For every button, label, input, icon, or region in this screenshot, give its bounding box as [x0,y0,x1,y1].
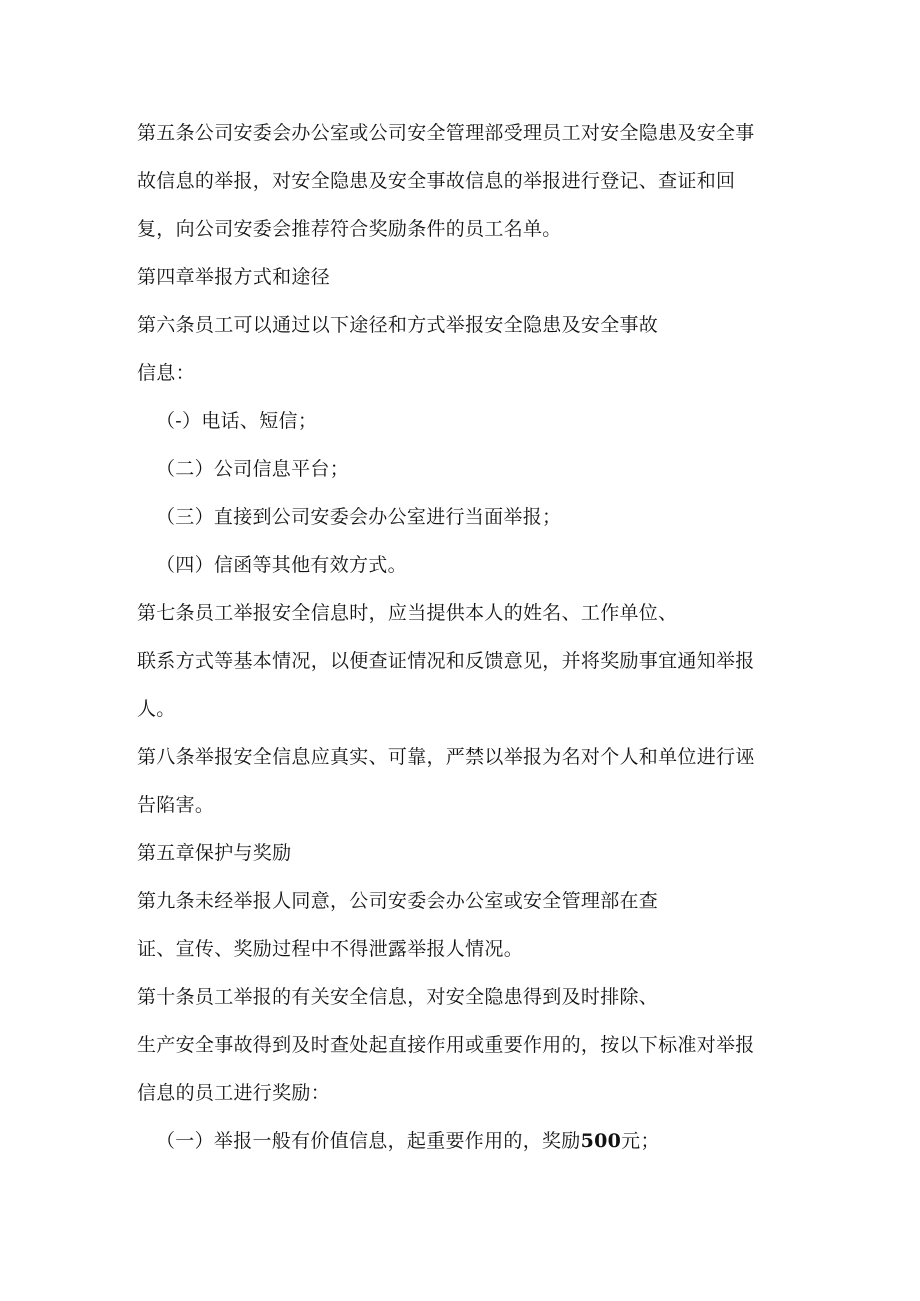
article-10-line-1: 第十条员工举报的有关安全信息，对安全隐患得到及时排除、 [137,986,659,1008]
article-10-line-2: 生产安全事故得到及时查处起直接作用或重要作用的，按以下标准对举报 [137,1034,755,1056]
reward-item-1-text: （一）举报一般有价值信息，起重要作用的，奖励 [156,1130,581,1152]
article-9-line-1: 第九条未经举报人同意，公司安委会办公室或安全管理部在查 [137,890,659,912]
list-item-2: （二）公司信息平台； [156,458,350,480]
article-8-line-1: 第八条举报安全信息应真实、可靠，严禁以举报为名对个人和单位进行诬 [137,746,755,768]
article-5-line-1: 第五条公司安委会办公室或公司安全管理部受理员工对安全隐患及安全事 [137,122,755,144]
article-7-line-1: 第七条员工举报安全信息时，应当提供本人的姓名、工作单位、 [137,602,678,624]
article-9-line-2: 证、宣传、奖励过程中不得泄露举报人情况。 [137,938,524,960]
article-10-line-3: 信息的员工进行奖励： [137,1082,331,1104]
chapter-4-heading: 第四章举报方式和途径 [137,266,331,288]
article-6-line-1: 第六条员工可以通过以下途径和方式举报安全隐患及安全事故 [137,314,659,336]
list-item-4: （四）信函等其他有效方式。 [156,554,407,576]
list-item-1: （-）电话、短信； [156,410,318,432]
reward-item-1 [156,1129,660,1153]
chapter-5-heading: 第五章保护与奖励 [137,842,292,864]
reward-amount: 500 [580,1130,622,1152]
reward-item-1-suffix: 元； [621,1130,660,1152]
article-5-line-2: 故信息的举报，对安全隐患及安全事故信息的举报进行登记、查证和回 [137,170,736,192]
article-6-line-2: 信息： [137,362,195,384]
article-8-line-2: 告陷害。 [137,794,215,816]
article-7-line-3: 人。 [137,698,176,720]
article-7-line-2: 联系方式等基本情况，以便查证情况和反馈意见，并将奖励事宜通知举报 [137,650,755,672]
article-5-line-3: 复，向公司安委会推荐符合奖励条件的员工名单。 [137,218,562,240]
list-item-3: （三）直接到公司安委会办公室进行当面举报； [156,506,562,528]
